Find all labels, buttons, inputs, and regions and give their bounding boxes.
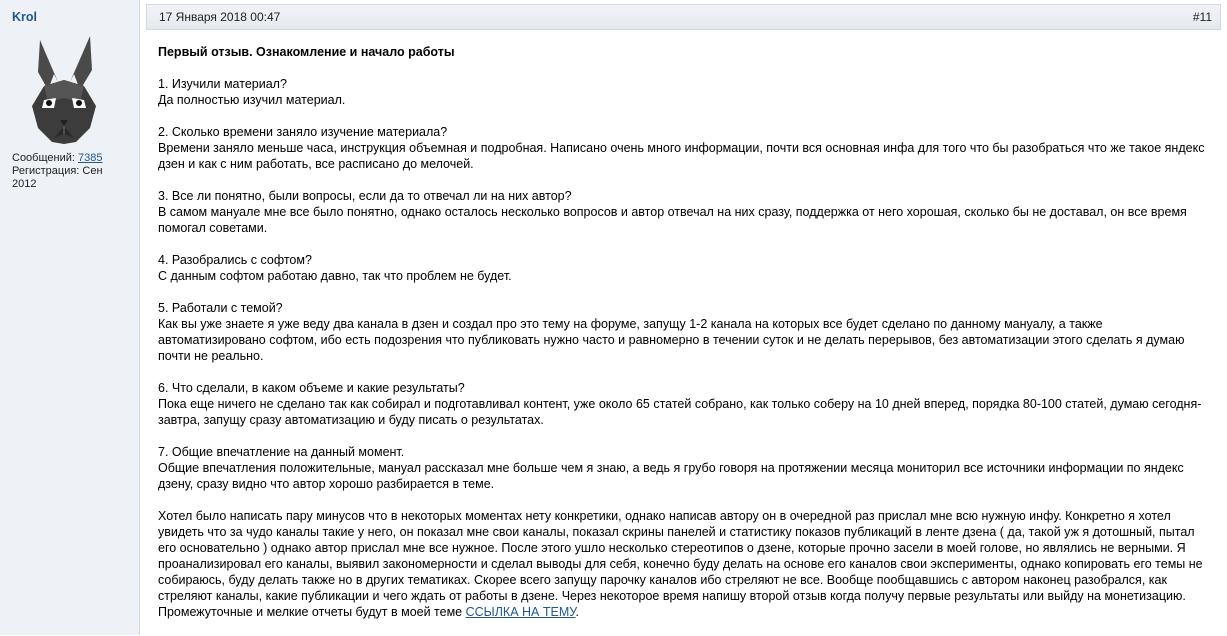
user-info — [12, 152, 130, 191]
final-end: . — [575, 605, 580, 619]
post-date: 17 Января 2018 00:47 — [159, 10, 281, 24]
answer: Времени заняло меньше часа, инструкция объемная и подробная. Написано очень много информации, почти вся основная инфа для того что бы разобраться что же такое яндекс дзен и как с ним работать, все расписано до мелочей. — [158, 141, 1205, 171]
answer: В самом мануале мне все было понятно, однако осталось несколько вопросов и автор отвечал на них сразу, поддержка от него хорошая, сколько бы не доставал, он все время помогал советами. — [158, 205, 1187, 235]
post-header — [146, 4, 1221, 30]
answer: Пока еще ничего не сделано так как собирал и подготавливал контент, уже около 65 статей собрано, как только соберу на 10 дней вперед, порядка 80-100 статей, думаю сегодня-завтра, запущу сразу автоматизацию и буду писать о результатах. — [158, 397, 1202, 427]
question: 6. Что сделали, в каком объеме и какие результаты? — [158, 381, 465, 395]
post-title: Первый отзыв. Ознакомление и начало работы — [158, 45, 455, 59]
final-paragraph — [158, 508, 1208, 620]
question: 2. Сколько времени заняло изучение материала? — [158, 125, 448, 139]
user-sidebar — [0, 0, 140, 635]
qa-section — [158, 188, 1208, 236]
answer: Да полностью изучил материал. — [158, 93, 346, 107]
qa-section — [158, 300, 1208, 364]
question: 7. Общие впечатление на данный момент. — [158, 445, 405, 459]
post-number-link[interactable]: #11 — [1192, 10, 1212, 24]
answer: С данным софтом работаю давно, так что проблем не будет. — [158, 269, 512, 283]
final-text: Хотел было написать пару минусов что в некоторых моментах нету конкретики, однако написав автору он в очередной раз прислал мне всю нужную инфу. Конкретно я хотел увидеть что за чудо каналы такие у него, он показал мне свои каналы, показал скрины панелей и статистику показов публикаций в ленте дзена ( да, такой уж я дотошный, пытал его основательно ) однако автор прислал мне все нужное. После этого ушло несколько стереотипов о дзене, которые прочно засели в моей голове, но являлись не верными. Я проанализировал его каналы, выявил закономерности и сделал выводы для себя, конечно буду делать на основе его каналов свои эксперименты, однако копировать его темы не собираюсь, буду делать также но в других тематиках. Скорее всего запущу парочку каналов ибо стреляют не все. Вообще пообщавшись с автором наконец разобрался, как стреляют каналы, какие публикации и чего ждать от работы в дзене. Через некоторое время напишу второй отзыв когда получу первые результаты или выйду на монетизацию. Промежуточные и мелкие отчеты будут в моей теме — [158, 509, 1203, 619]
username-link[interactable]: Krol — [12, 10, 37, 24]
answer: Общие впечатления положительные, мануал рассказал мне больше чем я знаю, а ведь я грубо говоря на протяжении месяца мониторил все источники информации по яндекс дзену, сразу видно что автор хорошо разбирается в теме. — [158, 461, 1184, 491]
topic-link[interactable]: ССЫЛКА НА ТЕМУ — [465, 605, 576, 619]
answer: Как вы уже знаете я уже веду два канала в дзен и создал про это тему на форуме, запущу 1-2 канала на которых все будет сделано по данному мануалу, а также автоматизировано софтом, ибо есть подозрения что публиковать нужно часто и равномерно в течении суток и не делать перерывов, без автоматизации этого сделать я думаю почти не реально. — [158, 317, 1185, 363]
posts-label: Сообщений: — [12, 152, 75, 164]
rabbit-avatar-icon[interactable] — [20, 32, 108, 144]
qa-section — [158, 124, 1208, 172]
qa-section — [158, 380, 1208, 428]
registration-date: Сен 2012 — [12, 165, 103, 190]
question: 3. Все ли понятно, были вопросы, если да то отвечал ли на них автор? — [158, 189, 572, 203]
registration-label: Регистрация: — [12, 165, 80, 177]
qa-section — [158, 444, 1208, 492]
qa-section — [158, 76, 1208, 108]
question: 1. Изучили материал? — [158, 77, 287, 91]
question: 4. Разобрались с софтом? — [158, 253, 312, 267]
qa-section — [158, 252, 1208, 284]
question: 5. Работали с темой? — [158, 301, 283, 315]
post-content — [158, 44, 1208, 636]
posts-count-link[interactable]: 7385 — [78, 152, 103, 164]
